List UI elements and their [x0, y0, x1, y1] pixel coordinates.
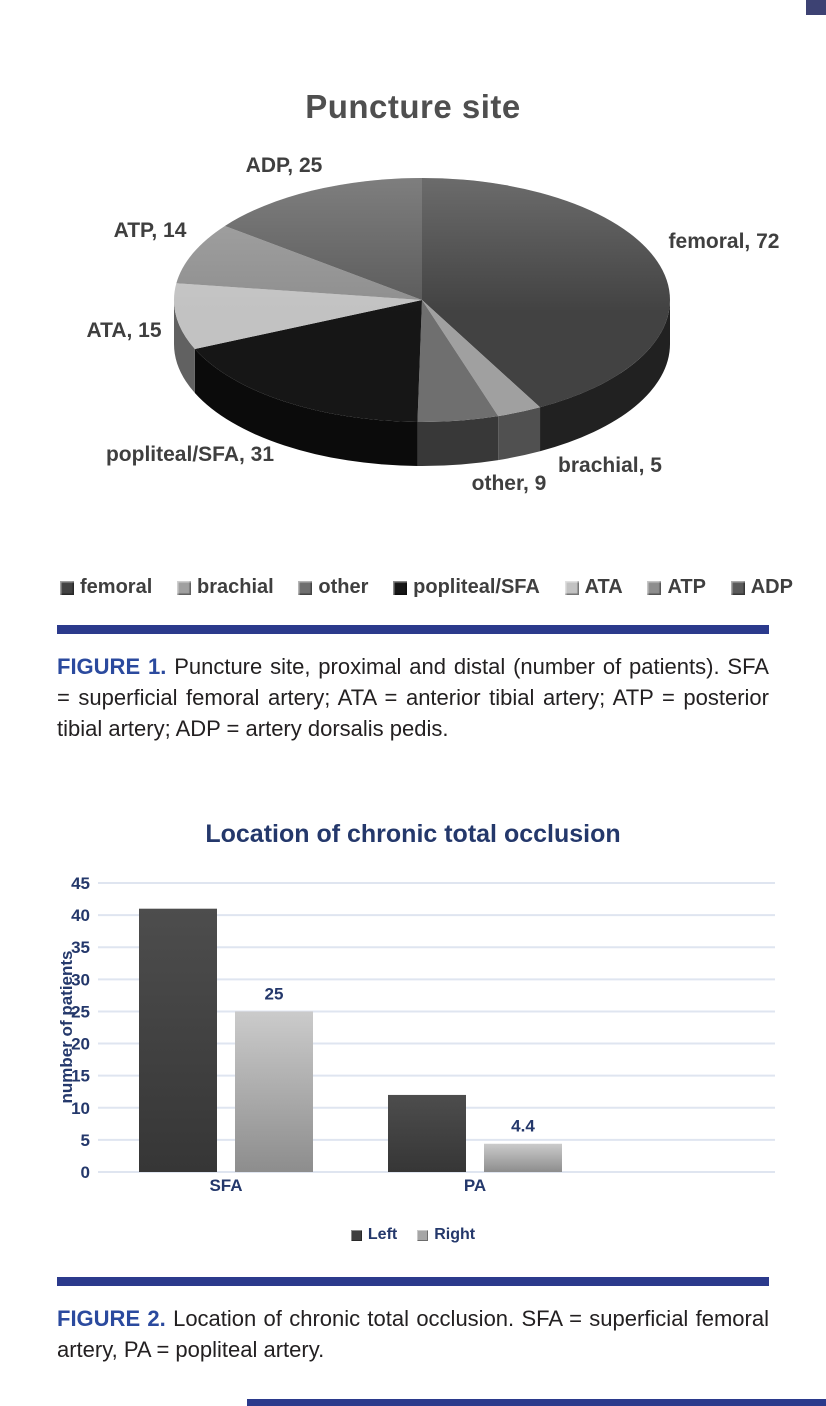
x-axis-label-PA: PA [463, 1176, 487, 1195]
figure2-chart-title: Location of chronic total occlusion [205, 820, 621, 848]
pie-callout-ATP: ATP, 14 [113, 219, 187, 242]
legend-label: ADP [750, 576, 793, 598]
pie-sheen [174, 178, 670, 422]
pie-callout-femoral: femoral, 72 [668, 230, 780, 253]
legend-label: femoral [80, 576, 153, 598]
figure1-caption-label: FIGURE 1. [57, 654, 167, 679]
legend-label: ATP [667, 576, 706, 598]
divider-rule-figure1 [57, 625, 769, 634]
figure2-legend [0, 1226, 826, 1244]
pie-callout-other: other, 9 [471, 472, 547, 495]
figure1-caption-text: Puncture site, proximal and distal (number of patients). SFA = superficial femoral artery; ATA = anterior tibial artery; ATP = posterior tibial artery; ADP = artery dorsalis pedis. [57, 654, 769, 741]
legend-label: Right [434, 1226, 476, 1243]
figure1-caption [57, 651, 769, 744]
pie-callout-popliteal/SFA: popliteal/SFA, 31 [105, 443, 275, 466]
y-tick-label: 25 [71, 1002, 90, 1022]
legend-marker-ATP [647, 581, 661, 595]
bar-PA-Right [484, 1144, 562, 1172]
y-tick-label: 20 [71, 1034, 90, 1054]
legend-label: other [318, 576, 369, 598]
corner-accent-square [806, 0, 826, 15]
divider-rule-figure2 [57, 1277, 769, 1286]
legend-label: ATA [584, 576, 623, 598]
y-tick-label: 0 [80, 1163, 90, 1182]
bottom-accent-band [247, 1399, 826, 1406]
legend-marker-Left [351, 1230, 362, 1241]
y-tick-label: 30 [71, 970, 90, 990]
figure1-chart-title: Puncture site [305, 88, 521, 125]
legend-item-other [298, 576, 368, 599]
y-tick-label: 40 [71, 906, 90, 926]
legend-label: brachial [196, 576, 274, 598]
y-tick-label: 45 [71, 874, 90, 893]
figure1-legend [60, 576, 793, 599]
pie-callout-ADP: ADP, 25 [245, 154, 323, 177]
bar-value-label: 25 [264, 984, 284, 1004]
bar-SFA-Right [235, 1011, 313, 1172]
legend-item-brachial [177, 576, 274, 599]
y-tick-label: 10 [71, 1098, 90, 1118]
bar-chart [0, 860, 826, 1205]
legend-marker-ATA [565, 581, 579, 595]
legend-marker-other [298, 581, 312, 595]
legend-marker-Right [417, 1230, 428, 1241]
y-tick-label: 5 [80, 1130, 90, 1150]
y-tick-label: 15 [71, 1066, 90, 1086]
figure2-caption-text: Location of chronic total occlusion. SFA = superficial femoral artery, PA = popliteal artery. [57, 1306, 769, 1362]
legend-item-ATP [647, 576, 706, 599]
legend-item-ATA [565, 576, 623, 599]
y-tick-label: 35 [71, 938, 90, 958]
pie-callout-ATA: ATA, 15 [86, 319, 162, 342]
legend-marker-femoral [60, 581, 74, 595]
legend-marker-brachial [177, 581, 191, 595]
pie-rim-brachial [498, 407, 540, 460]
y-axis-title: number of patients [57, 950, 76, 1104]
x-axis-label-SFA: SFA [209, 1176, 243, 1195]
figure2-caption [57, 1303, 769, 1365]
legend-label: Left [367, 1226, 398, 1243]
legend-item-Left [351, 1226, 397, 1244]
legend-item-Right [417, 1226, 475, 1244]
bar-value-label: 4.4 [511, 1116, 535, 1136]
pie-rim-other [417, 416, 498, 466]
legend-label: popliteal/SFA [413, 576, 540, 598]
bar-SFA-Left [139, 909, 217, 1172]
legend-marker-ADP [731, 581, 745, 595]
legend-item-ADP [731, 576, 793, 599]
legend-item-femoral [60, 576, 152, 599]
figure2-caption-label: FIGURE 2. [57, 1306, 166, 1331]
legend-marker-popliteal/SFA [393, 581, 407, 595]
pie-callout-brachial: brachial, 5 [558, 454, 662, 477]
bar-PA-Left [388, 1095, 466, 1172]
legend-item-popliteal/SFA [393, 576, 540, 599]
